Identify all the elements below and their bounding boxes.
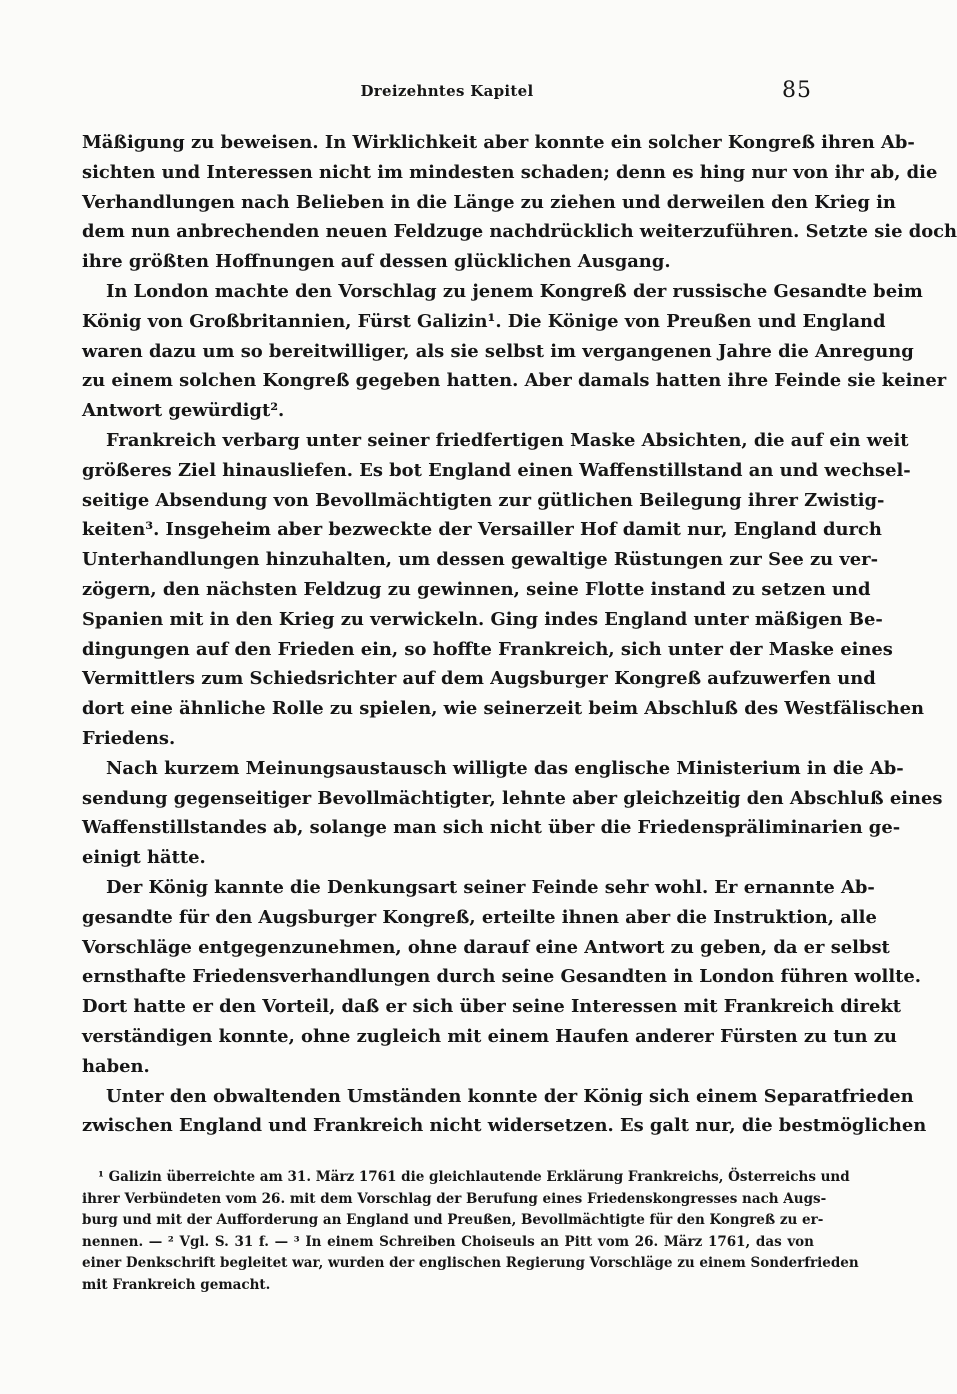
text-line: Unterhandlungen hinzuhalten, um dessen gewaltige Rüstungen zur See zu ver-	[82, 549, 879, 571]
text-line: sendung gegenseitiger Bevollmächtigter, lehnte aber gleichzeitig den Abschluß eines	[82, 787, 943, 809]
text-line: Waffenstillstandes ab, solange man sich nicht über die Friedenspräliminarien ge-	[82, 817, 901, 839]
text-line: König von Großbritannien, Fürst Galizin¹. Die Könige von Preußen und England	[82, 310, 886, 332]
text-line: Friedens.	[82, 727, 176, 749]
main-text	[82, 128, 957, 1141]
text-line: sichten und Interessen nicht im mindesten schaden; denn es hing nur von ihr ab, die	[82, 161, 938, 183]
text-line: In London machte den Vorschlag zu jenem Kongreß der russische Gesandte beim	[106, 280, 923, 302]
page-number: 85	[782, 78, 812, 103]
text-line: zwischen England und Frankreich nicht widersetzen. Es galt nur, die bestmöglichen	[82, 1115, 927, 1137]
footnote-line: burg und mit der Aufforderung an England und Preußen, Bevollmächtigte für den Kongreß zu er-	[82, 1212, 824, 1229]
footnote-line: ihrer Verbündeten vom 26. mit dem Vorschlag der Berufung eines Friedenskongresses nach Augs-	[82, 1190, 827, 1207]
text-line: Verhandlungen nach Belieben in die Länge zu ziehen und derweilen den Krieg in	[82, 191, 896, 213]
footnote-line: einer Denkschrift begleitet war, wurden der englischen Regierung Vorschläge zu einem Sonderfrieden	[82, 1255, 859, 1272]
text-line: verständigen konnte, ohne zugleich mit einem Haufen anderer Fürsten zu tun zu	[82, 1025, 897, 1047]
footnote-line: nennen. — ² Vgl. S. 31 f. — ³ In einem Schreiben Choiseuls an Pitt vom 26. März 1761, das von	[82, 1233, 814, 1250]
text-line: Mäßigung zu beweisen. In Wirklichkeit aber konnte ein solcher Kongreß ihren Ab-	[82, 132, 915, 153]
text-line: seitige Absendung von Bevollmächtigten zur gütlichen Beilegung ihrer Zwistig-	[82, 489, 885, 511]
text-line: gesandte für den Augsburger Kongreß, erteilte ihnen aber die Instruktion, alle	[82, 906, 877, 928]
text-line: zu einem solchen Kongreß gegeben hatten. Aber damals hatten ihre Feinde sie keiner	[82, 370, 947, 392]
text-line: Frankreich verbarg unter seiner friedfertigen Maske Absichten, die auf ein weit	[106, 429, 909, 451]
text-line: einigt hätte.	[82, 847, 206, 869]
text-line: ernsthafte Friedensverhandlungen durch seine Gesandten in London führen wollte.	[82, 966, 921, 988]
chapter-title: Dreizehntes Kapitel	[360, 82, 534, 100]
text-line: ihre größten Hoffnungen auf dessen glücklichen Ausgang.	[82, 251, 671, 273]
text-line: Vorschläge entgegenzunehmen, ohne darauf eine Antwort zu geben, da er selbst	[82, 936, 890, 958]
text-line: Nach kurzem Meinungsaustausch willigte das englische Ministerium in die Ab-	[106, 757, 904, 779]
footnote-line: mit Frankreich gemacht.	[82, 1276, 271, 1293]
text-line: dort eine ähnliche Rolle zu spielen, wie seinerzeit beim Abschluß des Westfälischen	[82, 698, 925, 720]
running-header	[82, 78, 812, 108]
text-line: dem nun anbrechenden neuen Feldzuge nachdrücklich weiterzuführen. Setzte sie doch	[82, 221, 957, 243]
text-line: Spanien mit in den Krieg zu verwickeln. Ging indes England unter mäßigen Be-	[82, 608, 883, 630]
text-line: zögern, den nächsten Feldzug zu gewinnen, seine Flotte instand zu setzen und	[82, 578, 871, 600]
text-line: dingungen auf den Frieden ein, so hoffte Frankreich, sich unter der Maske eines	[82, 638, 893, 660]
text-line: waren dazu um so bereitwilliger, als sie selbst im vergangenen Jahre die Anregung	[82, 340, 914, 362]
text-line: größeres Ziel hinausliefen. Es bot England einen Waffenstillstand an und wechsel-	[82, 459, 911, 481]
text-line: Antwort gewürdigt².	[82, 400, 285, 422]
text-line: Der König kannte die Denkungsart seiner Feinde sehr wohl. Er ernannte Ab-	[106, 876, 875, 898]
footnotes	[82, 1167, 859, 1297]
text-line: Unter den obwaltenden Umständen konnte der König sich einem Separatfrieden	[106, 1085, 914, 1107]
text-line: haben.	[82, 1055, 150, 1077]
text-line: Dort hatte er den Vorteil, daß er sich über seine Interessen mit Frankreich direkt	[82, 996, 902, 1018]
footnote-line: ¹ Galizin überreichte am 31. März 1761 die gleichlautende Erklärung Frankreichs, Österreichs und	[98, 1169, 850, 1185]
text-line: Vermittlers zum Schiedsrichter auf dem Augsburger Kongreß aufzuwerfen und	[82, 668, 876, 690]
text-line: keiten³. Insgeheim aber bezweckte der Versailler Hof damit nur, England durch	[82, 519, 882, 541]
